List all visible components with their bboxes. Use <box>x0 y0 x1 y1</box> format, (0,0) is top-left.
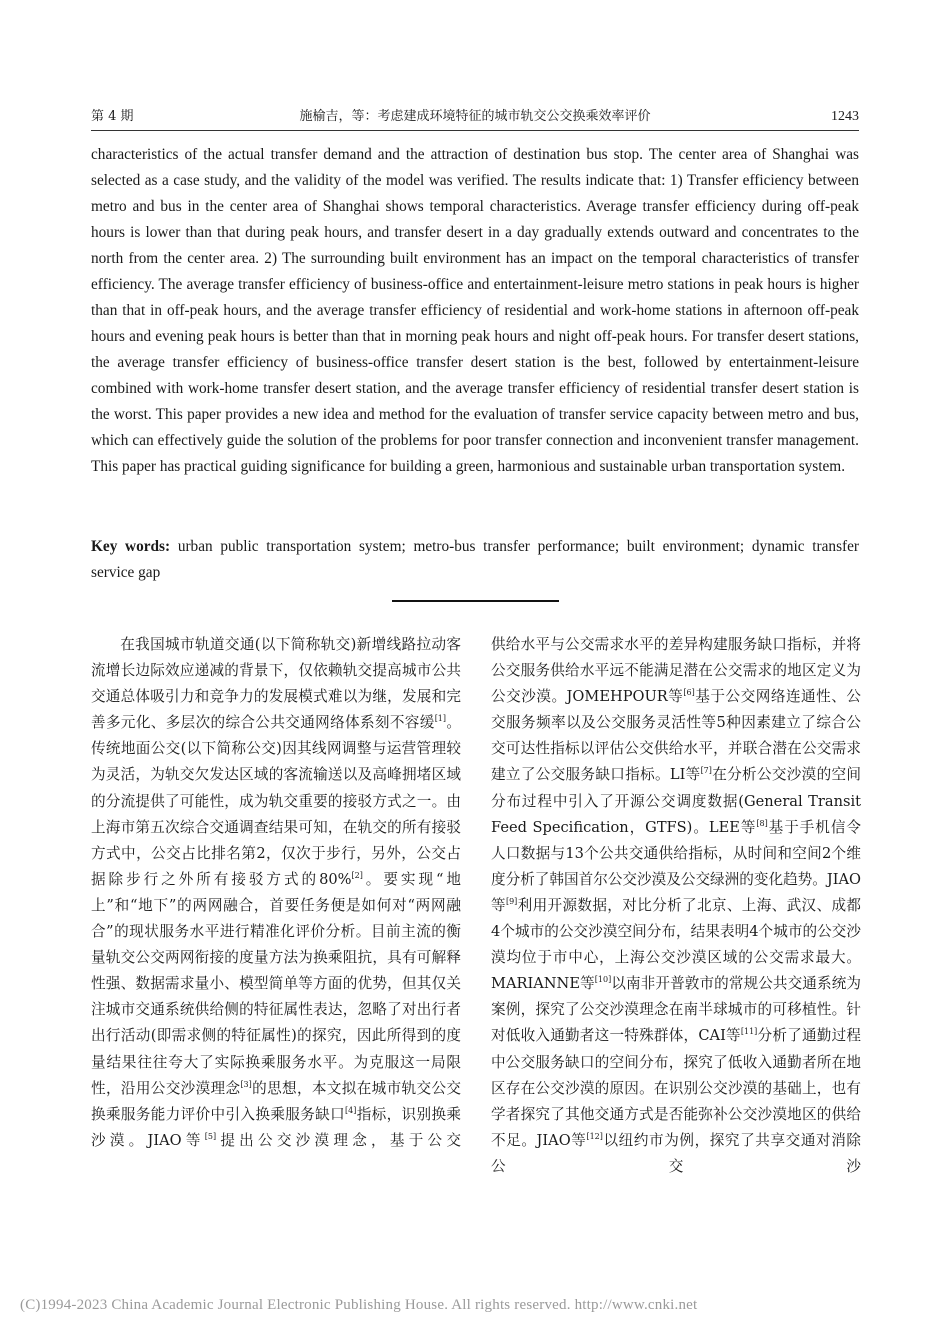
right-text-6: 以南非开普敦市的常规公共交通系统为案例，探究了公交沙漠理念在南半球城市的可移植性。针对低收入通勤者这一特殊群体，CAI等 <box>491 975 861 1045</box>
right-text-5: 利用开源数据，对比分析了北京、上海、武汉、成都4个城市的公交沙漠空间分布，结果表明4个城市的公交沙漠均位于市中心，上海公交沙漠区域的公交需求最大。MARIANNE等 <box>491 896 861 993</box>
right-text-3: 在分析公交沙漠的空间分布过程中引入了开源公交调度数据(General Transit Feed Specification，GTFS)。LEE等 <box>491 766 861 836</box>
section-separator <box>392 600 559 602</box>
left-text-4: 的思想，本文拟在城市轨交公交换乘服务能力评价中引入换乘服务缺口 <box>91 1079 461 1123</box>
right-text-2: 基于公交网络连通性、公交服务频率以及公交服务灵活性等5种因素建立了综合公交可达性指标以评估公交供给水平，并联合潜在公交需求建立了公交服务缺口指标。LI等 <box>491 688 861 784</box>
citation-10: [10] <box>594 975 612 985</box>
left-text-2: 。传统地面公交(以下简称公交)因其线网调整与运营管理较为灵活，为轨交欠发达区域的客流输送以及高峰拥堵区域的分流提供了可能性，成为轨交重要的接驳方式之一。由上海市第五次综合交通调查结果可知，在轨交的所有接驳方式中，公交占比排名第2，仅次于步行，另外，公交占据除步行之外所有接驳方式的80% <box>91 714 461 888</box>
citation-8: [8] <box>756 818 768 828</box>
page-number: 1243 <box>831 109 859 124</box>
citation-7: [7] <box>700 766 712 776</box>
issue-label: 第 4 期 <box>91 109 134 124</box>
keywords-text: urban public transportation system; metro-bus transfer performance; built environment; dynamic transfer service gap <box>91 538 859 581</box>
right-text-8: 以纽约市为例，探究了共享交通对消除公交沙 <box>491 1131 861 1175</box>
citation-2: [2] <box>351 870 363 880</box>
body-column-left <box>91 632 461 1154</box>
citation-9: [9] <box>505 896 518 906</box>
keywords-label: Key words: <box>91 538 171 555</box>
citation-12: [12] <box>586 1131 603 1141</box>
abstract-text: characteristics of the actual transfer demand and the attraction of destination bus stop. The center area of Shanghai was selected as a case study, and the validity of the model was verified. The results indicate that: 1) Transfer efficiency between metro and bus in the center area of Shanghai shows temporal characteristics. Average transfer efficiency during off-peak hours is lower than that during peak hours, and transfer desert in a day gradually extends outward and concentrates to the north from the center area. 2) The surrounding built environment has an impact on the temporal characteristics of transfer efficiency. The average transfer efficiency of business-office and entertainment-leisure metro stations in peak hours is higher than that in off-peak hours, and the average transfer efficiency of residential and work-home stations in afternoon off-peak hours and evening peak hours is better than that in morning peak hours and night off-peak hours. For transfer desert stations, the average transfer efficiency of business-office transfer desert station is the best, followed by entertainment-leisure combined with work-home transfer desert station, and the average transfer efficiency of residential transfer desert station is the worst. This paper provides a new idea and method for the evaluation of transfer service capacity between metro and bus, which can effectively guide the solution of the problems for poor transfer connection and inconvenient transfer management. This paper has practical guiding significance for building a green, harmonious and sustainable urban transportation system. <box>91 146 859 475</box>
right-text-4: 基于手机信令人口数据与13个公共交通供给指标，从时间和空间2个维度分析了韩国首尔公交沙漠及公交绿洲的变化趋势。JIAO等 <box>491 818 861 914</box>
right-text-7: 分析了通勤过程中公交服务缺口的空间分布，探究了低收入通勤者所在地区存在公交沙漠的原因。在识别公交沙漠的基础上，也有学者探究了其他交通方式是否能弥补公交沙漠地区的供给不足。JIAO等 <box>491 1027 861 1149</box>
header-rule <box>91 130 859 131</box>
copyright-footer: (C)1994-2023 China Academic Journal Electronic Publishing House. All rights reserved. http://www.cnki.net <box>20 1297 698 1313</box>
left-text-1: 在我国城市轨道交通(以下简称轨交)新增线路拉动客流增长边际效应递减的背景下，仅依赖轨交提高城市公共交通总体吸引力和竞争力的发展模式难以为继，发展和完善多元化、多层次的综合公共交通网络体系刻不容缓 <box>91 636 461 732</box>
running-header <box>91 106 859 128</box>
citation-6: [6] <box>683 688 695 698</box>
citation-3: [3] <box>240 1079 252 1089</box>
citation-1: [1] <box>434 714 447 724</box>
left-text-6: 提出公交沙漠理念，基于公交 <box>216 1131 461 1149</box>
running-title: 施榆吉，等：考虑建成环境特征的城市轨交公交换乘效率评价 <box>299 109 651 124</box>
body-column-right <box>491 632 861 1180</box>
right-text-1: 供给水平与公交需求水平的差异构建服务缺口指标，并将公交服务供给水平远不能满足潜在公交需求的地区定义为公交沙漠。JOMEHPOUR等 <box>491 636 861 706</box>
citation-11: [11] <box>740 1027 758 1037</box>
citation-4: [4] <box>345 1105 357 1115</box>
left-text-5: 指标，识别换乘沙漠。JIAO等 <box>91 1105 461 1149</box>
keywords <box>91 534 859 586</box>
citation-5: [5] <box>204 1131 217 1141</box>
left-text-3: 。要实现“地上”和“地下”的两网融合，首要任务便是如何对“两网融合”的现状服务水平进行精准化评价分析。目前主流的衡量轨交公交两网衔接的度量方法为换乘阻抗，具有可解释性强、数据需求量小、模型简单等方面的优势，但其仅关注城市交通系统供给侧的特征属性表达，忽略了对出行者出行活动(即需求侧的特征属性)的探究，因此所得到的度量结果往往夸大了实际换乘服务水平。为克服这一局限性，沿用公交沙漠理念 <box>91 870 461 1097</box>
